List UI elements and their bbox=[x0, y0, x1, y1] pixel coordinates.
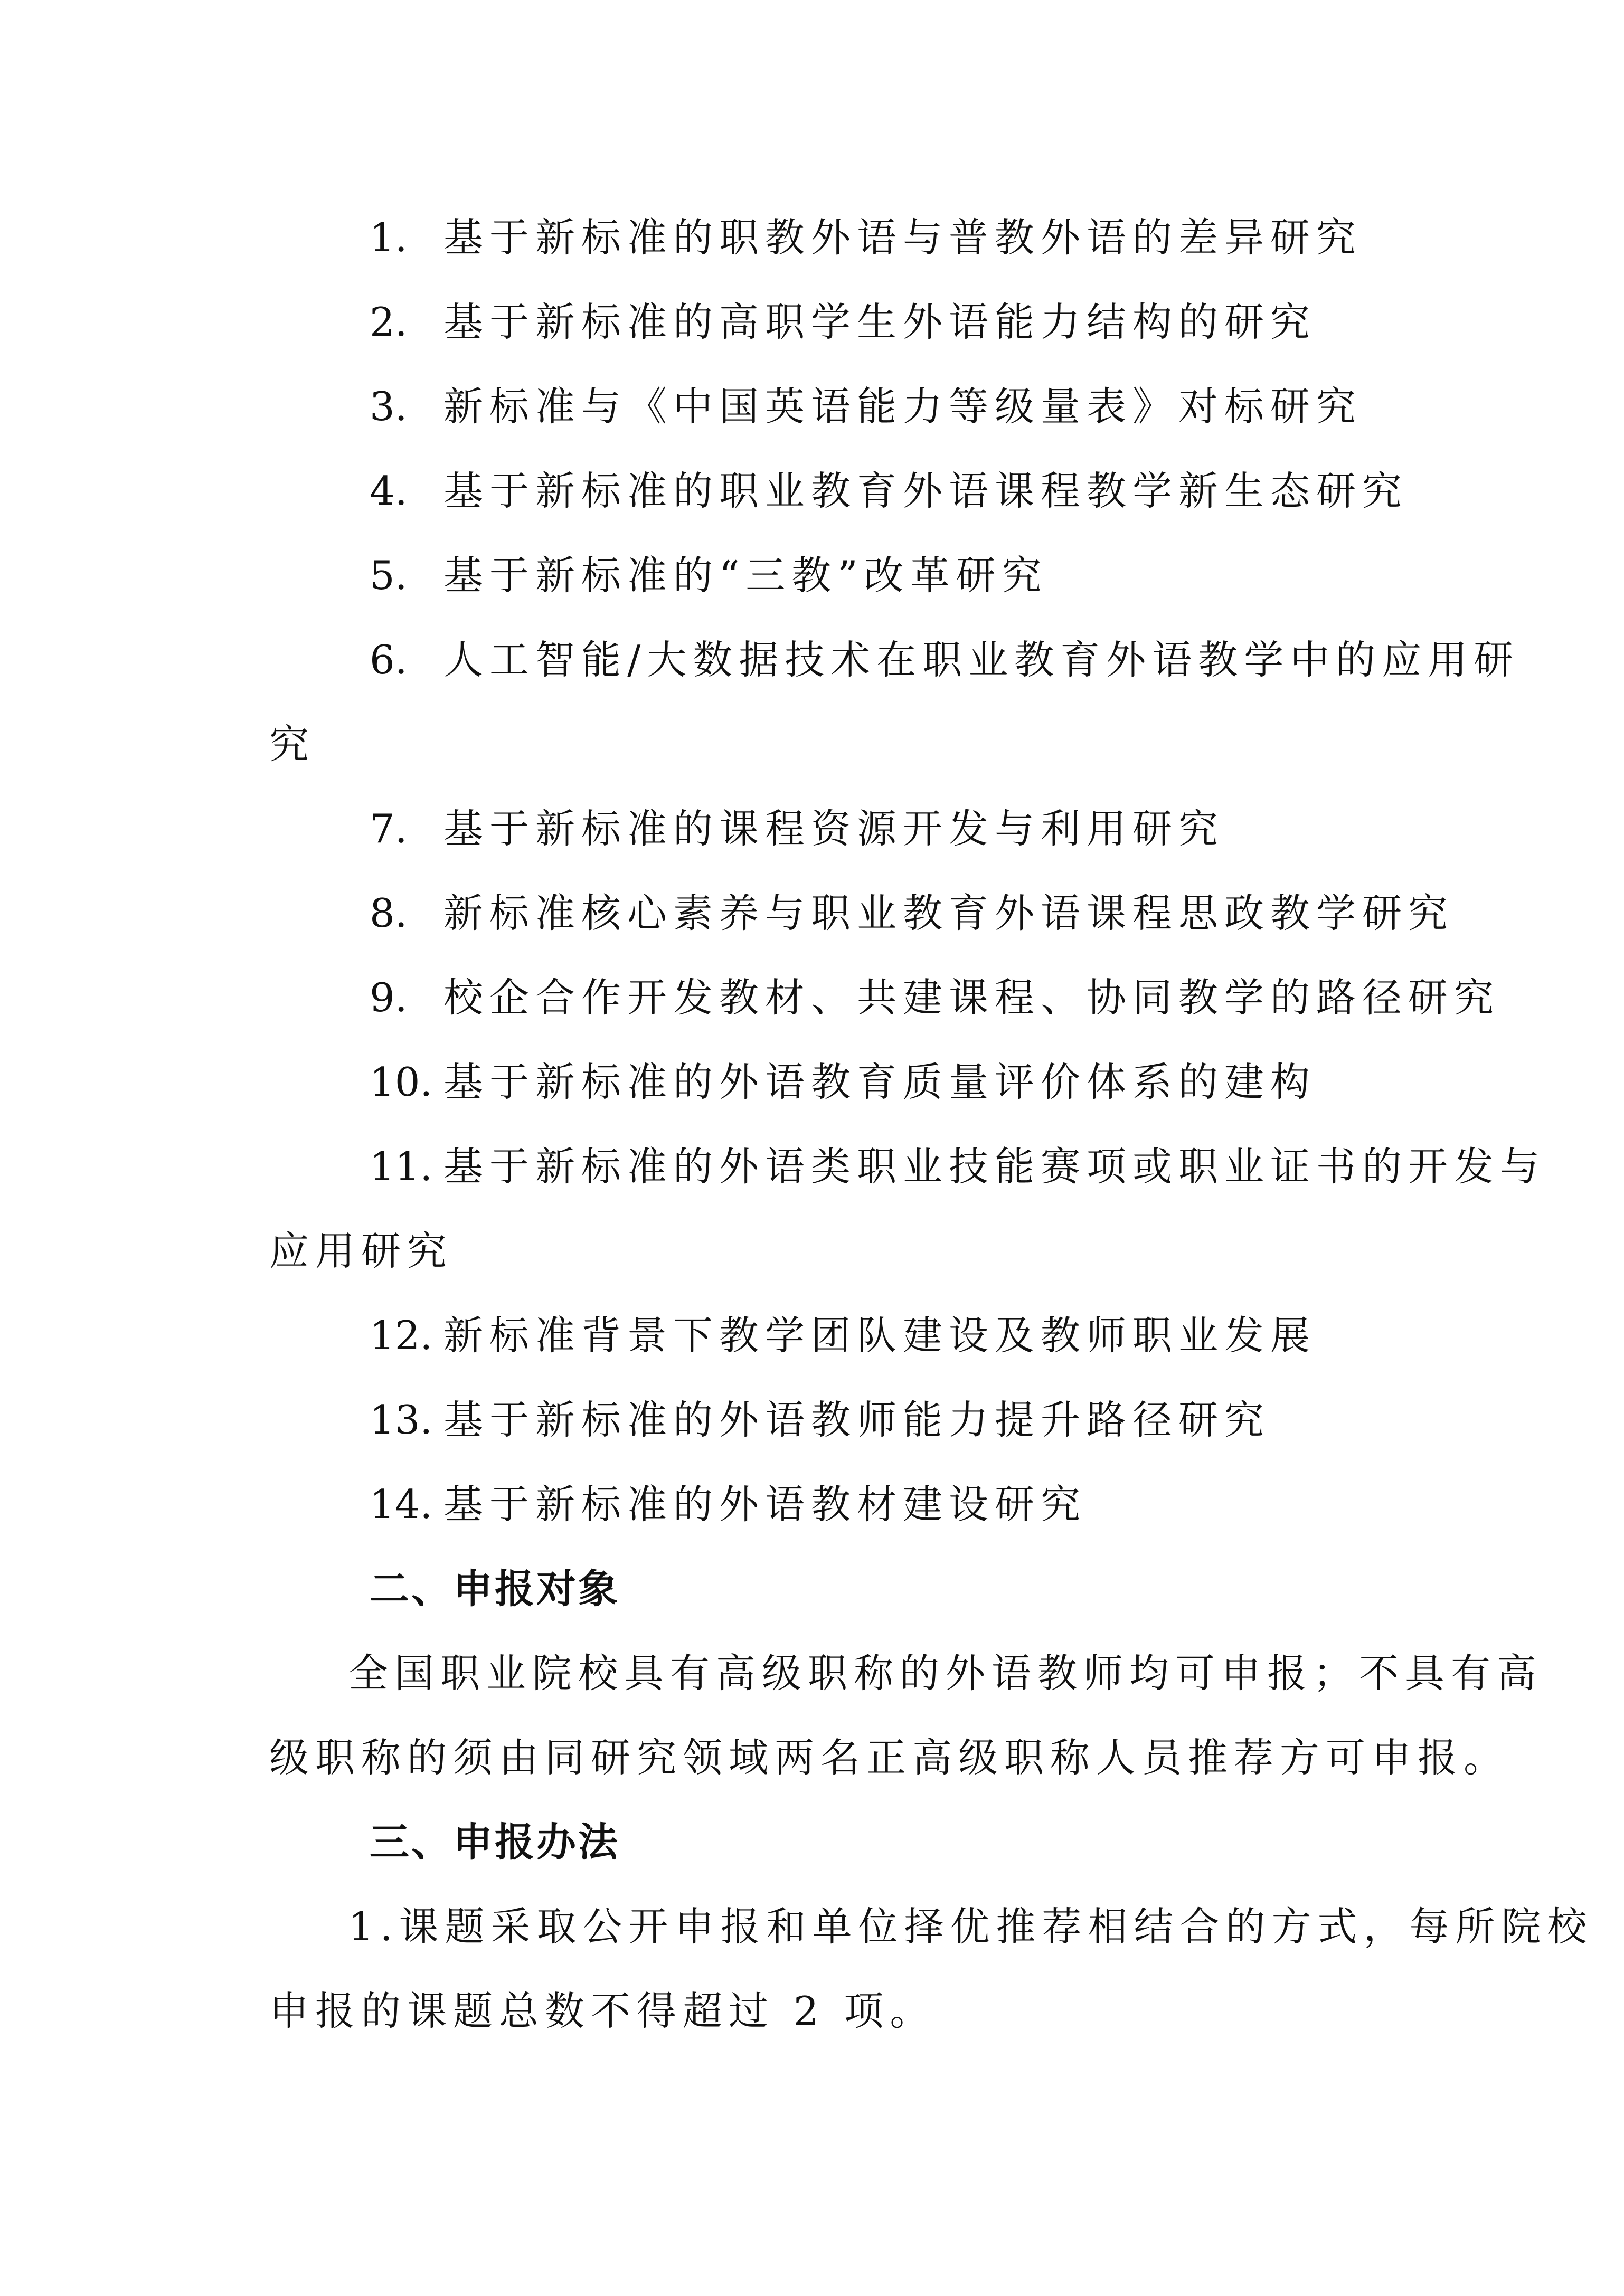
list-item-number: 10. bbox=[370, 1059, 433, 1105]
paragraph-line: 申报的课题总数不得超过 2 项。 bbox=[269, 1988, 936, 2034]
list-item bbox=[269, 195, 1436, 280]
list-item-number: 6. bbox=[370, 637, 408, 683]
list-item-number: 4. bbox=[370, 468, 408, 514]
paragraph-line: 1.课题采取公开申报和单位择优推荐相结合的方式，每所院校 bbox=[348, 1903, 1593, 1950]
list-item bbox=[269, 364, 1436, 449]
list-item bbox=[269, 786, 1436, 871]
list-item-text: 新标准核心素养与职业教育外语课程思政教学研究 bbox=[443, 890, 1455, 936]
list-item bbox=[269, 1293, 1436, 1378]
list-item bbox=[269, 871, 1455, 955]
list-item-number: 8. bbox=[370, 890, 408, 936]
list-item-number: 7. bbox=[370, 805, 408, 852]
list-item-number: 1. bbox=[370, 214, 408, 261]
list-item-number: 12. bbox=[370, 1312, 433, 1359]
list-item-text: 基于新标准的职教外语与普教外语的差异研究 bbox=[443, 214, 1363, 261]
paragraph-line: 级职称的须由同研究领域两名正高级职称人员推荐方可申报。 bbox=[269, 1734, 1510, 1781]
list-item-number: 2. bbox=[370, 299, 408, 345]
list-item bbox=[269, 1124, 1546, 1209]
list-item bbox=[269, 1040, 1436, 1124]
list-item-text: 基于新标准的课程资源开发与利用研究 bbox=[443, 805, 1225, 852]
list-item bbox=[269, 955, 1500, 1040]
list-item-text: 新标准背景下教学团队建设及教师职业发展 bbox=[443, 1312, 1317, 1359]
list-item-text: 人工智能/大数据技术在职业教育外语教学中的应用研 bbox=[443, 637, 1520, 683]
section-heading: 二、申报对象 bbox=[370, 1566, 620, 1612]
list-item bbox=[269, 280, 1436, 364]
list-item-text: 校企合作开发教材、共建课程、协同教学的路径研究 bbox=[443, 974, 1500, 1021]
section-heading: 三、申报办法 bbox=[370, 1819, 620, 1865]
list-item-text: 基于新标准的外语教师能力提升路径研究 bbox=[443, 1397, 1271, 1443]
list-item bbox=[269, 449, 1436, 533]
list-item-text: 基于新标准的外语教材建设研究 bbox=[443, 1481, 1087, 1527]
list-item bbox=[269, 533, 1436, 618]
list-item-number: 14. bbox=[370, 1481, 433, 1527]
paragraph-line: 全国职业院校具有高级职称的外语教师均可申报；不具有高 bbox=[348, 1650, 1543, 1696]
list-item-number: 3. bbox=[370, 383, 408, 430]
list-item-text: 基于新标准的“三教”改革研究 bbox=[443, 552, 1048, 599]
list-item-continuation: 应用研究 bbox=[269, 1228, 454, 1274]
list-item-text: 新标准与《中国英语能力等级量表》对标研究 bbox=[443, 383, 1363, 430]
list-item-text: 基于新标准的外语教育质量评价体系的建构 bbox=[443, 1059, 1317, 1105]
document-body bbox=[269, 195, 1593, 2053]
list-item bbox=[269, 1378, 1436, 1462]
list-item bbox=[269, 1462, 1436, 1547]
list-item bbox=[269, 618, 1520, 702]
list-item-number: 9. bbox=[370, 974, 408, 1021]
list-item-text: 基于新标准的职业教育外语课程教学新生态研究 bbox=[443, 468, 1409, 514]
list-item-number: 11. bbox=[370, 1143, 433, 1190]
list-item-text: 基于新标准的外语类职业技能赛项或职业证书的开发与 bbox=[443, 1143, 1546, 1190]
list-item-text: 基于新标准的高职学生外语能力结构的研究 bbox=[443, 299, 1317, 345]
list-item-number: 13. bbox=[370, 1397, 433, 1443]
list-item-continuation: 究 bbox=[269, 721, 316, 767]
list-item-number: 5. bbox=[370, 552, 408, 599]
